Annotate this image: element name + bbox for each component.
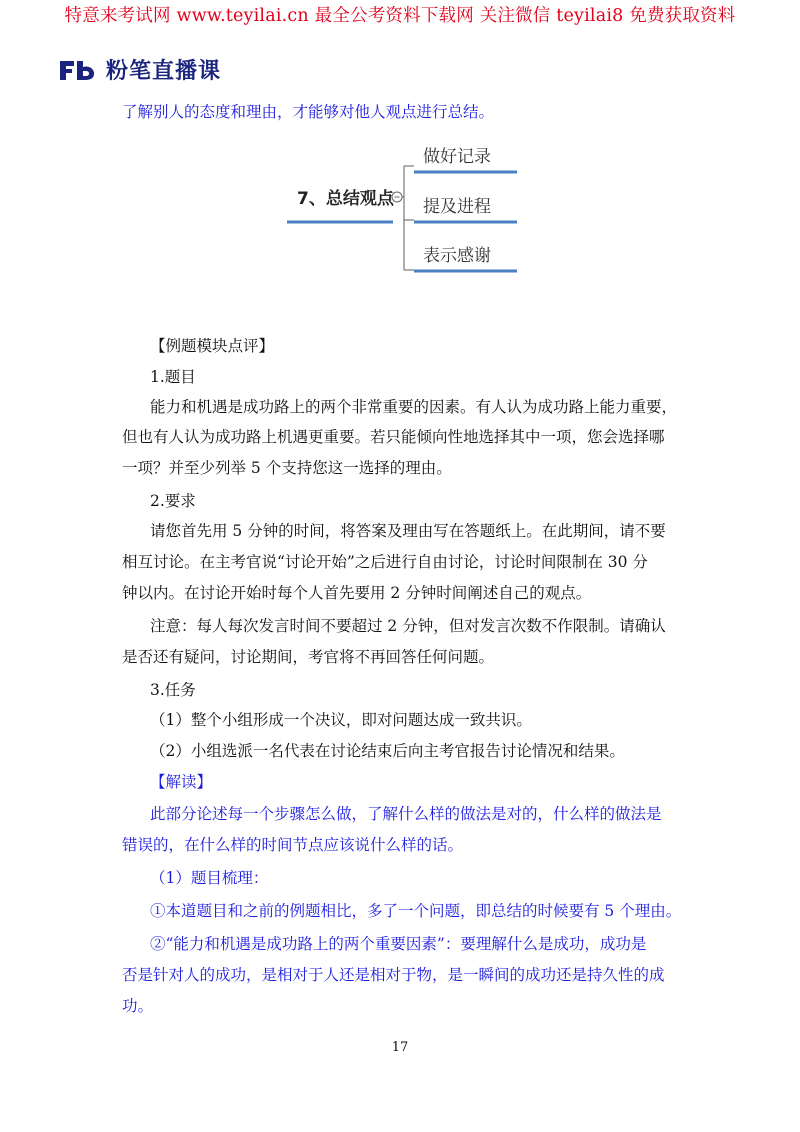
q1-line: 一项？并至少列举 5 个支持您这一选择的理由。 bbox=[122, 459, 452, 477]
q2-line: 钟以内。在讨论开始时每个人首先要用 2 分钟时间阐述自己的观点。 bbox=[122, 584, 592, 602]
analysis-heading: 【解读】 bbox=[150, 773, 213, 791]
analysis-paragraph-line: 此部分论述每一个步骤怎么做，了解什么样的做法是对的，什么样的做法是 bbox=[150, 805, 662, 823]
diagram-branch-label: 提及进程 bbox=[423, 197, 491, 217]
q1-heading: 1.题目 bbox=[150, 368, 196, 386]
section-title: 【例题模块点评】 bbox=[150, 337, 275, 355]
q1-line: 能力和机遇是成功路上的两个非常重要的因素。有人认为成功路上能力重要， bbox=[150, 398, 678, 416]
analysis-point-line: ②“能力和机遇是成功路上的两个重要因素”：要理解什么是成功，成功是 bbox=[150, 935, 647, 953]
q3-item: （2）小组选派一名代表在讨论结束后向主考官报告讨论情况和结果。 bbox=[150, 742, 625, 760]
diagram-root-label: 7、总结观点 bbox=[297, 189, 394, 209]
q2-note-line: 注意：每人每次发言时间不要超过 2 分钟，但对发言次数不作限制。请确认 bbox=[150, 617, 666, 635]
q1-line: 但也有人认为成功路上机遇更重要。若只能倾向性地选择其中一项，您会选择哪 bbox=[122, 428, 665, 446]
q3-heading: 3.任务 bbox=[150, 681, 196, 699]
analysis-sub-heading: （1）题目梳理： bbox=[150, 869, 269, 887]
diagram-branch-label: 做好记录 bbox=[423, 147, 491, 167]
q2-line: 请您首先用 5 分钟的时间，将答案及理由写在答题纸上。在此期间，请不要 bbox=[150, 522, 666, 540]
logo-text: 粉笔直播课 bbox=[106, 59, 222, 84]
analysis-paragraph-line: 错误的，在什么样的时间节点应该说什么样的话。 bbox=[122, 836, 464, 854]
analysis-point-line: 否是针对人的成功，是相对于人还是相对于物，是一瞬间的成功还是持久性的成 bbox=[122, 966, 665, 984]
q2-note-line: 是否还有疑问，讨论期间，考官将不再回答任何问题。 bbox=[122, 648, 495, 666]
top-banner[interactable]: 特意来考试网 www.teyilai.cn 最全公考资料下载网 关注微信 teyilai8 免费获取资料 bbox=[64, 6, 736, 26]
intro-text: 了解别人的态度和理由，才能够对他人观点进行总结。 bbox=[122, 103, 495, 121]
q2-heading: 2.要求 bbox=[150, 492, 196, 510]
brand-logo bbox=[58, 54, 221, 85]
analysis-point-line: 功。 bbox=[122, 997, 154, 1015]
q2-line: 相互讨论。在主考官说“讨论开始”之后进行自由讨论，讨论时间限制在 30 分 bbox=[122, 553, 648, 571]
diagram-branch-label: 表示感谢 bbox=[423, 246, 491, 266]
q3-item: （1）整个小组形成一个决议，即对问题达成一致共识。 bbox=[150, 711, 532, 729]
fb-logo-icon bbox=[58, 58, 98, 82]
analysis-point: ①本道题目和之前的例题相比，多了一个问题，即总结的时候要有 5 个理由。 bbox=[150, 902, 682, 920]
page-number: 17 bbox=[391, 1040, 409, 1055]
